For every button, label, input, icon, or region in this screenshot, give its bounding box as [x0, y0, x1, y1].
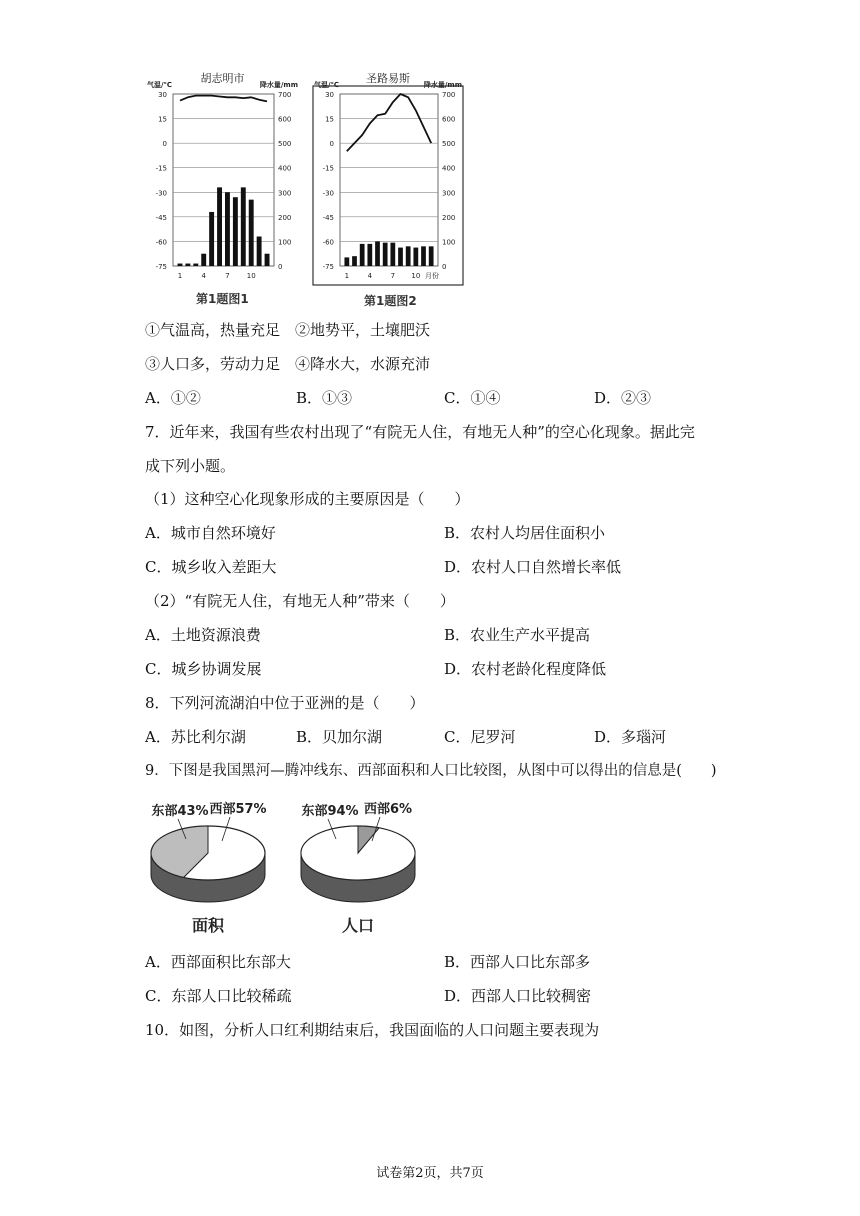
- right-tick-label: 100: [278, 238, 292, 247]
- pie-label-east: 东部94%: [301, 804, 359, 819]
- left-tick-label: 15: [158, 115, 167, 124]
- q7-sub1-question: （1）这种空心化现象形成的主要原因是（ ）: [145, 490, 470, 508]
- chart-title: 圣路易斯: [366, 72, 410, 85]
- precip-bar: [233, 197, 238, 266]
- x-tick-label: 7: [390, 272, 396, 280]
- right-tick-label: 400: [442, 164, 456, 173]
- precip-bar: [390, 243, 395, 266]
- q8-option-b[interactable]: B．贝加尔湖: [296, 728, 383, 746]
- x-unit-label: 月份: [425, 272, 439, 280]
- x-tick-label: 1: [177, 272, 183, 280]
- right-tick-label: 200: [442, 213, 456, 222]
- precip-bar: [265, 254, 270, 266]
- q9-option-a[interactable]: A．西部面积比东部大: [145, 953, 291, 971]
- right-axis-label: 降水量/mm: [423, 81, 462, 89]
- precip-bar: [185, 264, 190, 266]
- pie-title: 面积: [191, 916, 225, 935]
- q8-stem: 8．下列河流湖泊中位于亚洲的是（ ）: [145, 694, 425, 712]
- q7-stem-line-1: 7．近年来，我国有些农村出现了“有院无人住，有地无人种”的空心化现象。据此完: [145, 423, 695, 441]
- precip-bar: [209, 212, 214, 266]
- left-tick-label: -75: [155, 263, 167, 271]
- q7-sub2-option-c[interactable]: C．城乡协调发展: [145, 660, 262, 678]
- left-tick-label: 15: [325, 115, 334, 124]
- q10-stem: 10．如图，分析人口红利期结束后，我国面临的人口问题主要表现为: [145, 1021, 600, 1039]
- climate-chart-hcmc: [145, 70, 300, 285]
- left-axis-label: 气温/℃: [314, 81, 340, 89]
- q8-option-d[interactable]: D．多瑙河: [594, 728, 667, 746]
- right-tick-label: 600: [278, 115, 292, 124]
- left-tick-label: 30: [158, 91, 167, 99]
- q9-option-b[interactable]: B．西部人口比东部多: [444, 953, 591, 971]
- precip-bar: [193, 264, 198, 266]
- page-footer: 试卷第2页，共7页: [376, 1166, 484, 1181]
- right-tick-label: 700: [278, 91, 292, 99]
- left-tick-label: -45: [322, 213, 334, 222]
- q6-option-a[interactable]: A．①②: [145, 389, 201, 407]
- x-tick-label: 7: [225, 272, 230, 280]
- q9-option-c[interactable]: C．东部人口比较稀疏: [145, 987, 292, 1005]
- left-tick-label: -75: [322, 263, 334, 271]
- left-tick-label: -30: [322, 189, 334, 198]
- precip-bar: [257, 237, 262, 266]
- temperature-line: [347, 94, 431, 151]
- temperature-line: [180, 96, 267, 102]
- left-axis-label: 气温/℃: [147, 81, 173, 89]
- precip-bar: [360, 244, 365, 266]
- left-tick-label: -15: [155, 164, 167, 173]
- right-tick-label: 0: [278, 263, 283, 271]
- precip-bar: [217, 187, 222, 266]
- precip-bar: [383, 243, 388, 266]
- q7-sub2-question: （2）“有院无人住，有地无人种”带来（ ）: [145, 592, 455, 610]
- right-tick-label: 400: [278, 164, 292, 173]
- left-tick-label: 30: [325, 91, 334, 99]
- chart-title: 胡志明市: [200, 72, 245, 85]
- right-tick-label: 600: [442, 115, 456, 124]
- q6-option-b[interactable]: B．①③: [296, 389, 353, 407]
- precip-bar: [178, 264, 183, 266]
- left-tick-label: -60: [155, 238, 167, 247]
- left-tick-label: -45: [155, 213, 167, 222]
- left-tick-label: -30: [155, 189, 167, 198]
- left-tick-label: -15: [322, 164, 334, 173]
- plot-area: [340, 94, 438, 266]
- q7-sub1-option-a[interactable]: A．城市自然环境好: [145, 524, 276, 542]
- precip-bar: [201, 254, 206, 266]
- precip-bar: [249, 200, 254, 266]
- right-tick-label: 200: [278, 213, 292, 222]
- right-tick-label: 500: [442, 140, 456, 149]
- precip-bar: [375, 241, 380, 266]
- right-tick-label: 500: [278, 140, 292, 149]
- q7-sub2-option-d[interactable]: D．农村老龄化程度降低: [444, 660, 607, 678]
- pie-charts-svg: [150, 795, 440, 940]
- precip-bar: [225, 192, 230, 266]
- climate-chart-hcmc-svg: [145, 70, 300, 285]
- precip-bar: [241, 187, 246, 266]
- pie-chart-figure: [150, 795, 440, 940]
- q6-option-d[interactable]: D．②③: [594, 389, 652, 407]
- x-tick-label: 4: [201, 272, 206, 280]
- x-tick-label: 1: [344, 272, 350, 280]
- q6-statement-2: ③人口多，劳动力足 ④降水大，水源充沛: [145, 355, 431, 373]
- x-tick-label: 10: [246, 272, 256, 280]
- precip-bar: [367, 244, 372, 266]
- x-tick-label: 10: [411, 272, 421, 280]
- q6-option-c[interactable]: C．①④: [444, 389, 501, 407]
- q8-option-c[interactable]: C．尼罗河: [444, 728, 516, 746]
- right-tick-label: 700: [442, 91, 456, 99]
- pie-label-west: 西部6%: [363, 802, 413, 817]
- right-tick-label: 300: [442, 189, 456, 198]
- pie-label-west: 西部57%: [209, 802, 267, 817]
- precip-bar: [344, 257, 349, 266]
- climate-chart-stlouis: [312, 70, 464, 287]
- precip-bar: [398, 248, 403, 266]
- q9-stem: 9．下图是我国黑河—腾冲线东、西部面积和人口比较图，从图中可以得出的信息是( ): [145, 763, 717, 779]
- precip-bar: [421, 246, 426, 266]
- pie-label-east: 东部43%: [151, 804, 209, 819]
- precip-bar: [413, 248, 418, 266]
- precip-bar: [406, 246, 411, 266]
- precip-bar: [352, 256, 357, 266]
- q7-sub2-option-b[interactable]: B．农业生产水平提高: [444, 626, 591, 644]
- left-tick-label: 0: [329, 140, 334, 149]
- climate-chart-stlouis-svg: [312, 70, 464, 287]
- right-tick-label: 0: [442, 263, 447, 271]
- q7-sub1-option-d[interactable]: D．农村人口自然增长率低: [444, 558, 622, 576]
- q7-sub1-option-c[interactable]: C．城乡收入差距大: [145, 558, 277, 576]
- right-tick-label: 100: [442, 238, 456, 247]
- x-tick-label: 4: [367, 272, 373, 280]
- pie-title: 人口: [341, 916, 375, 935]
- q8-option-a[interactable]: A．苏比利尔湖: [145, 728, 246, 746]
- right-tick-label: 300: [278, 189, 292, 198]
- q9-option-d[interactable]: D．西部人口比较稠密: [444, 987, 592, 1005]
- precip-bar: [429, 246, 434, 266]
- figure-caption-2: 第1题图2: [364, 294, 417, 308]
- q7-stem-line-2: 成下列小题。: [145, 457, 236, 475]
- q7-sub1-option-b[interactable]: B．农村人均居住面积小: [444, 524, 606, 542]
- chart-frame: [313, 86, 463, 285]
- figure-caption-1: 第1题图1: [196, 292, 249, 306]
- left-tick-label: 0: [162, 140, 167, 149]
- left-tick-label: -60: [322, 238, 334, 247]
- right-axis-label: 降水量/mm: [259, 81, 298, 89]
- q7-sub2-option-a[interactable]: A．土地资源浪费: [145, 626, 261, 644]
- q6-statement-1: ①气温高，热量充足 ②地势平，土壤肥沃: [145, 321, 431, 339]
